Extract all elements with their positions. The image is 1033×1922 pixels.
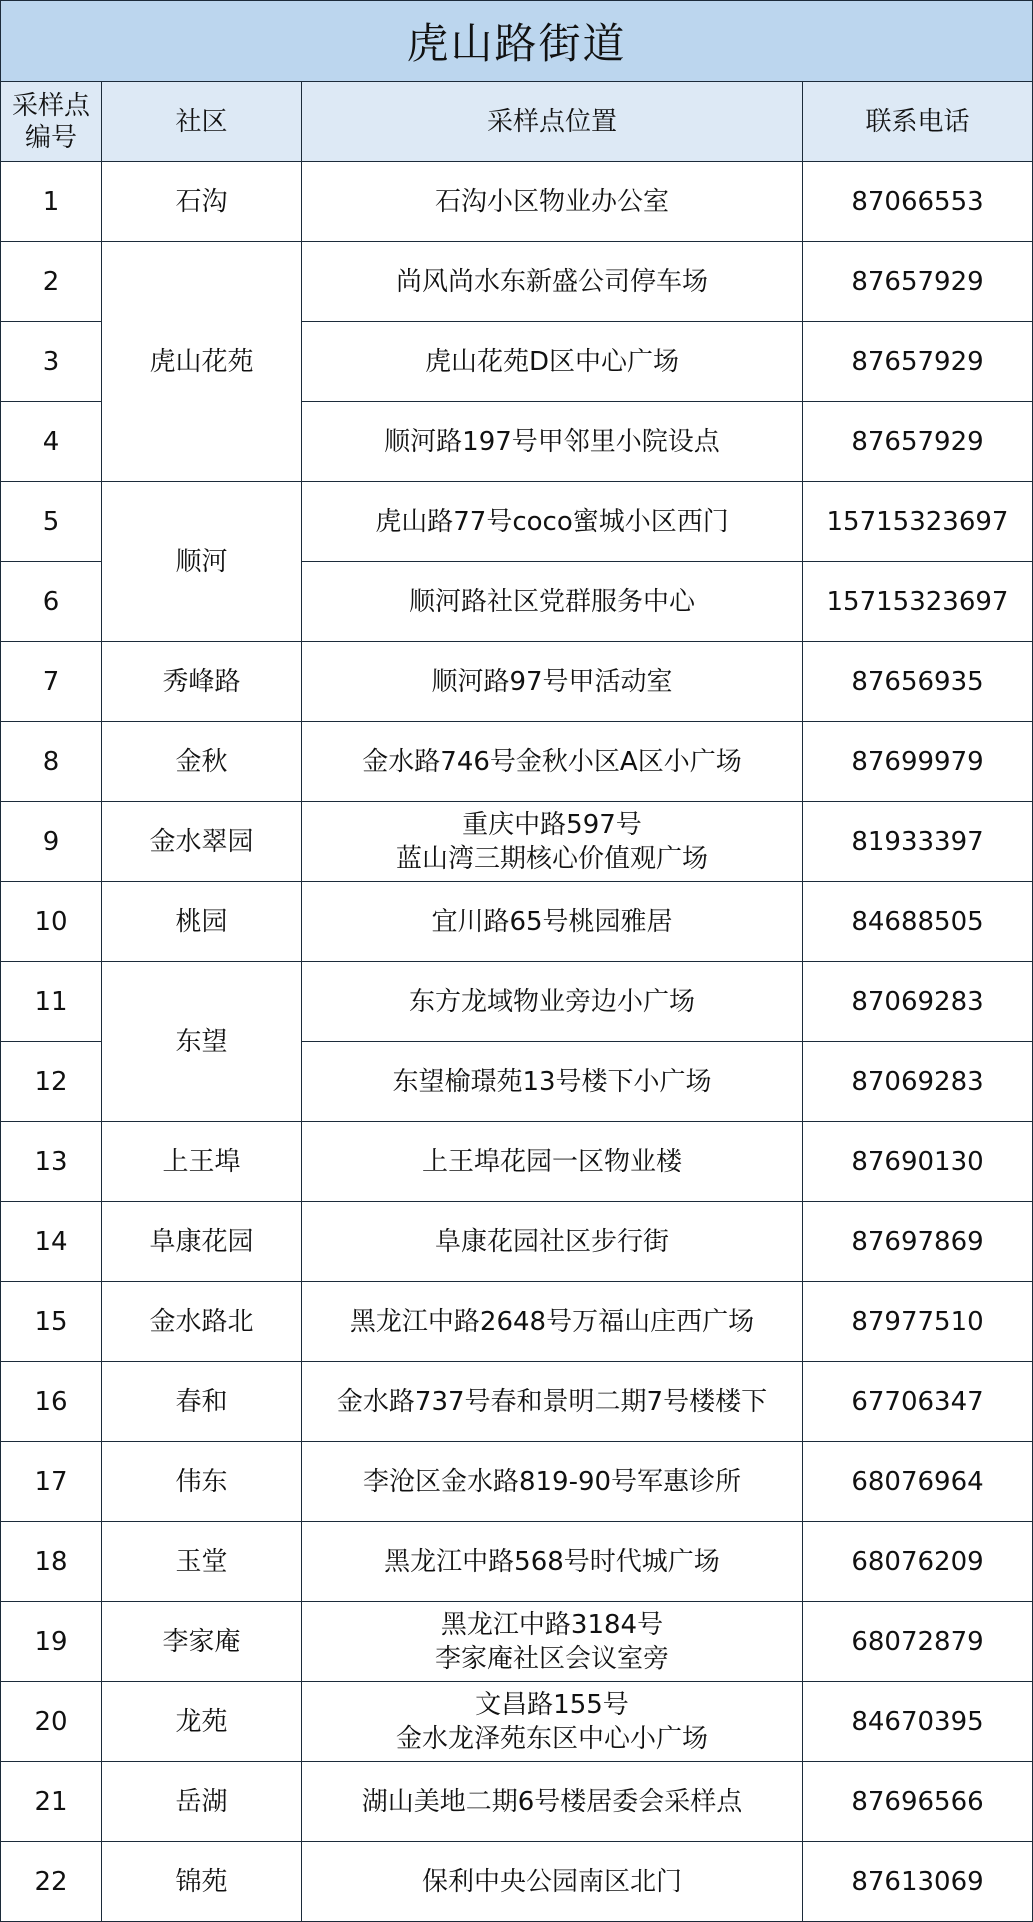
phone-number: 15715323697 — [803, 562, 1033, 642]
phone-number: 87069283 — [803, 1042, 1033, 1122]
site-number: 19 — [1, 1602, 102, 1682]
site-number: 18 — [1, 1522, 102, 1602]
table-row — [1, 1442, 1033, 1522]
site-location: 顺河路197号甲邻里小院设点 — [302, 402, 803, 482]
site-location: 李沧区金水路819-90号军惠诊所 — [302, 1442, 803, 1522]
table-row — [1, 242, 1033, 322]
table-row — [1, 642, 1033, 722]
table-row — [1, 482, 1033, 562]
table-row — [1, 1602, 1033, 1682]
community-name: 金水路北 — [102, 1282, 302, 1362]
community-name: 石沟 — [102, 162, 302, 242]
site-number: 7 — [1, 642, 102, 722]
site-number: 21 — [1, 1762, 102, 1842]
table-row — [1, 882, 1033, 962]
community-name: 虎山花苑 — [102, 242, 302, 482]
site-location: 阜康花园社区步行街 — [302, 1202, 803, 1282]
site-location: 金水路737号春和景明二期7号楼楼下 — [302, 1362, 803, 1442]
phone-number: 87657929 — [803, 242, 1033, 322]
table-row — [1, 162, 1033, 242]
community-name: 秀峰路 — [102, 642, 302, 722]
phone-number: 68072879 — [803, 1602, 1033, 1682]
header-row — [1, 82, 1033, 162]
site-number: 10 — [1, 882, 102, 962]
site-number: 22 — [1, 1842, 102, 1922]
site-location: 东方龙域物业旁边小广场 — [302, 962, 803, 1042]
site-location-line1: 重庆中路597号 — [462, 809, 642, 840]
site-location-line1: 文昌路155号 — [475, 1689, 629, 1720]
table-row — [1, 1762, 1033, 1842]
site-location: 保利中央公园南区北门 — [302, 1842, 803, 1922]
header-phone: 联系电话 — [803, 82, 1033, 162]
phone-number: 87699979 — [803, 722, 1033, 802]
table-row — [1, 1682, 1033, 1762]
site-location: 虎山花苑D区中心广场 — [302, 322, 803, 402]
table-row — [1, 1282, 1033, 1362]
header-site-number — [1, 82, 102, 162]
phone-number: 87069283 — [803, 962, 1033, 1042]
community-name: 锦苑 — [102, 1842, 302, 1922]
site-location: 金水路746号金秋小区A区小广场 — [302, 722, 803, 802]
site-number: 5 — [1, 482, 102, 562]
site-location: 石沟小区物业办公室 — [302, 162, 803, 242]
community-name: 顺河 — [102, 482, 302, 642]
site-number: 13 — [1, 1122, 102, 1202]
site-location: 顺河路97号甲活动室 — [302, 642, 803, 722]
site-number: 8 — [1, 722, 102, 802]
site-location: 湖山美地二期6号楼居委会采样点 — [302, 1762, 803, 1842]
community-name: 阜康花园 — [102, 1202, 302, 1282]
community-name: 李家庵 — [102, 1602, 302, 1682]
community-name: 金秋 — [102, 722, 302, 802]
site-number: 11 — [1, 962, 102, 1042]
community-name: 龙苑 — [102, 1682, 302, 1762]
header-location: 采样点位置 — [302, 82, 803, 162]
site-number: 17 — [1, 1442, 102, 1522]
table-row — [1, 1202, 1033, 1282]
community-name: 玉堂 — [102, 1522, 302, 1602]
phone-number: 87657929 — [803, 402, 1033, 482]
phone-number: 87066553 — [803, 162, 1033, 242]
community-name: 东望 — [102, 962, 302, 1122]
site-location — [302, 1682, 803, 1762]
phone-number: 87657929 — [803, 322, 1033, 402]
site-number: 1 — [1, 162, 102, 242]
site-location-line2: 蓝山湾三期核心价值观广场 — [395, 843, 708, 874]
site-number: 3 — [1, 322, 102, 402]
table-row — [1, 1362, 1033, 1442]
table-row — [1, 1522, 1033, 1602]
community-name: 春和 — [102, 1362, 302, 1442]
site-location: 顺河路社区党群服务中心 — [302, 562, 803, 642]
site-location — [302, 802, 803, 882]
site-number: 20 — [1, 1682, 102, 1762]
phone-number: 68076209 — [803, 1522, 1033, 1602]
phone-number: 67706347 — [803, 1362, 1033, 1442]
table-row — [1, 1842, 1033, 1922]
phone-number: 68076964 — [803, 1442, 1033, 1522]
community-name: 上王埠 — [102, 1122, 302, 1202]
site-location: 上王埠花园一区物业楼 — [302, 1122, 803, 1202]
site-location: 尚风尚水东新盛公司停车场 — [302, 242, 803, 322]
site-location-line1: 黑龙江中路3184号 — [440, 1609, 664, 1640]
site-location: 虎山路77号coco蜜城小区西门 — [302, 482, 803, 562]
phone-number: 15715323697 — [803, 482, 1033, 562]
table-row — [1, 1122, 1033, 1202]
site-number: 14 — [1, 1202, 102, 1282]
site-number: 16 — [1, 1362, 102, 1442]
table-row — [1, 722, 1033, 802]
site-location: 黑龙江中路568号时代城广场 — [302, 1522, 803, 1602]
site-number: 9 — [1, 802, 102, 882]
phone-number: 84670395 — [803, 1682, 1033, 1762]
phone-number: 81933397 — [803, 802, 1033, 882]
phone-number: 87656935 — [803, 642, 1033, 722]
community-name: 金水翠园 — [102, 802, 302, 882]
site-location-line2: 李家庵社区会议室旁 — [434, 1643, 669, 1674]
community-name: 桃园 — [102, 882, 302, 962]
table-row — [1, 802, 1033, 882]
site-location: 黑龙江中路2648号万福山庄西广场 — [302, 1282, 803, 1362]
site-location-line2: 金水龙泽苑东区中心小广场 — [395, 1723, 708, 1754]
phone-number: 84688505 — [803, 882, 1033, 962]
table-title: 虎山路街道 — [1, 1, 1033, 82]
site-location — [302, 1602, 803, 1682]
header-site-number-line2: 编号 — [24, 122, 77, 153]
community-name: 伟东 — [102, 1442, 302, 1522]
phone-number: 87977510 — [803, 1282, 1033, 1362]
site-location: 东望榆璟苑13号楼下小广场 — [302, 1042, 803, 1122]
header-community: 社区 — [102, 82, 302, 162]
phone-number: 87690130 — [803, 1122, 1033, 1202]
phone-number: 87696566 — [803, 1762, 1033, 1842]
site-number: 12 — [1, 1042, 102, 1122]
header-site-number-line1: 采样点 — [11, 90, 90, 121]
site-number: 2 — [1, 242, 102, 322]
phone-number: 87697869 — [803, 1202, 1033, 1282]
table-row — [1, 962, 1033, 1042]
site-number: 4 — [1, 402, 102, 482]
site-location: 宜川路65号桃园雅居 — [302, 882, 803, 962]
community-name: 岳湖 — [102, 1762, 302, 1842]
site-number: 6 — [1, 562, 102, 642]
phone-number: 87613069 — [803, 1842, 1033, 1922]
site-number: 15 — [1, 1282, 102, 1362]
